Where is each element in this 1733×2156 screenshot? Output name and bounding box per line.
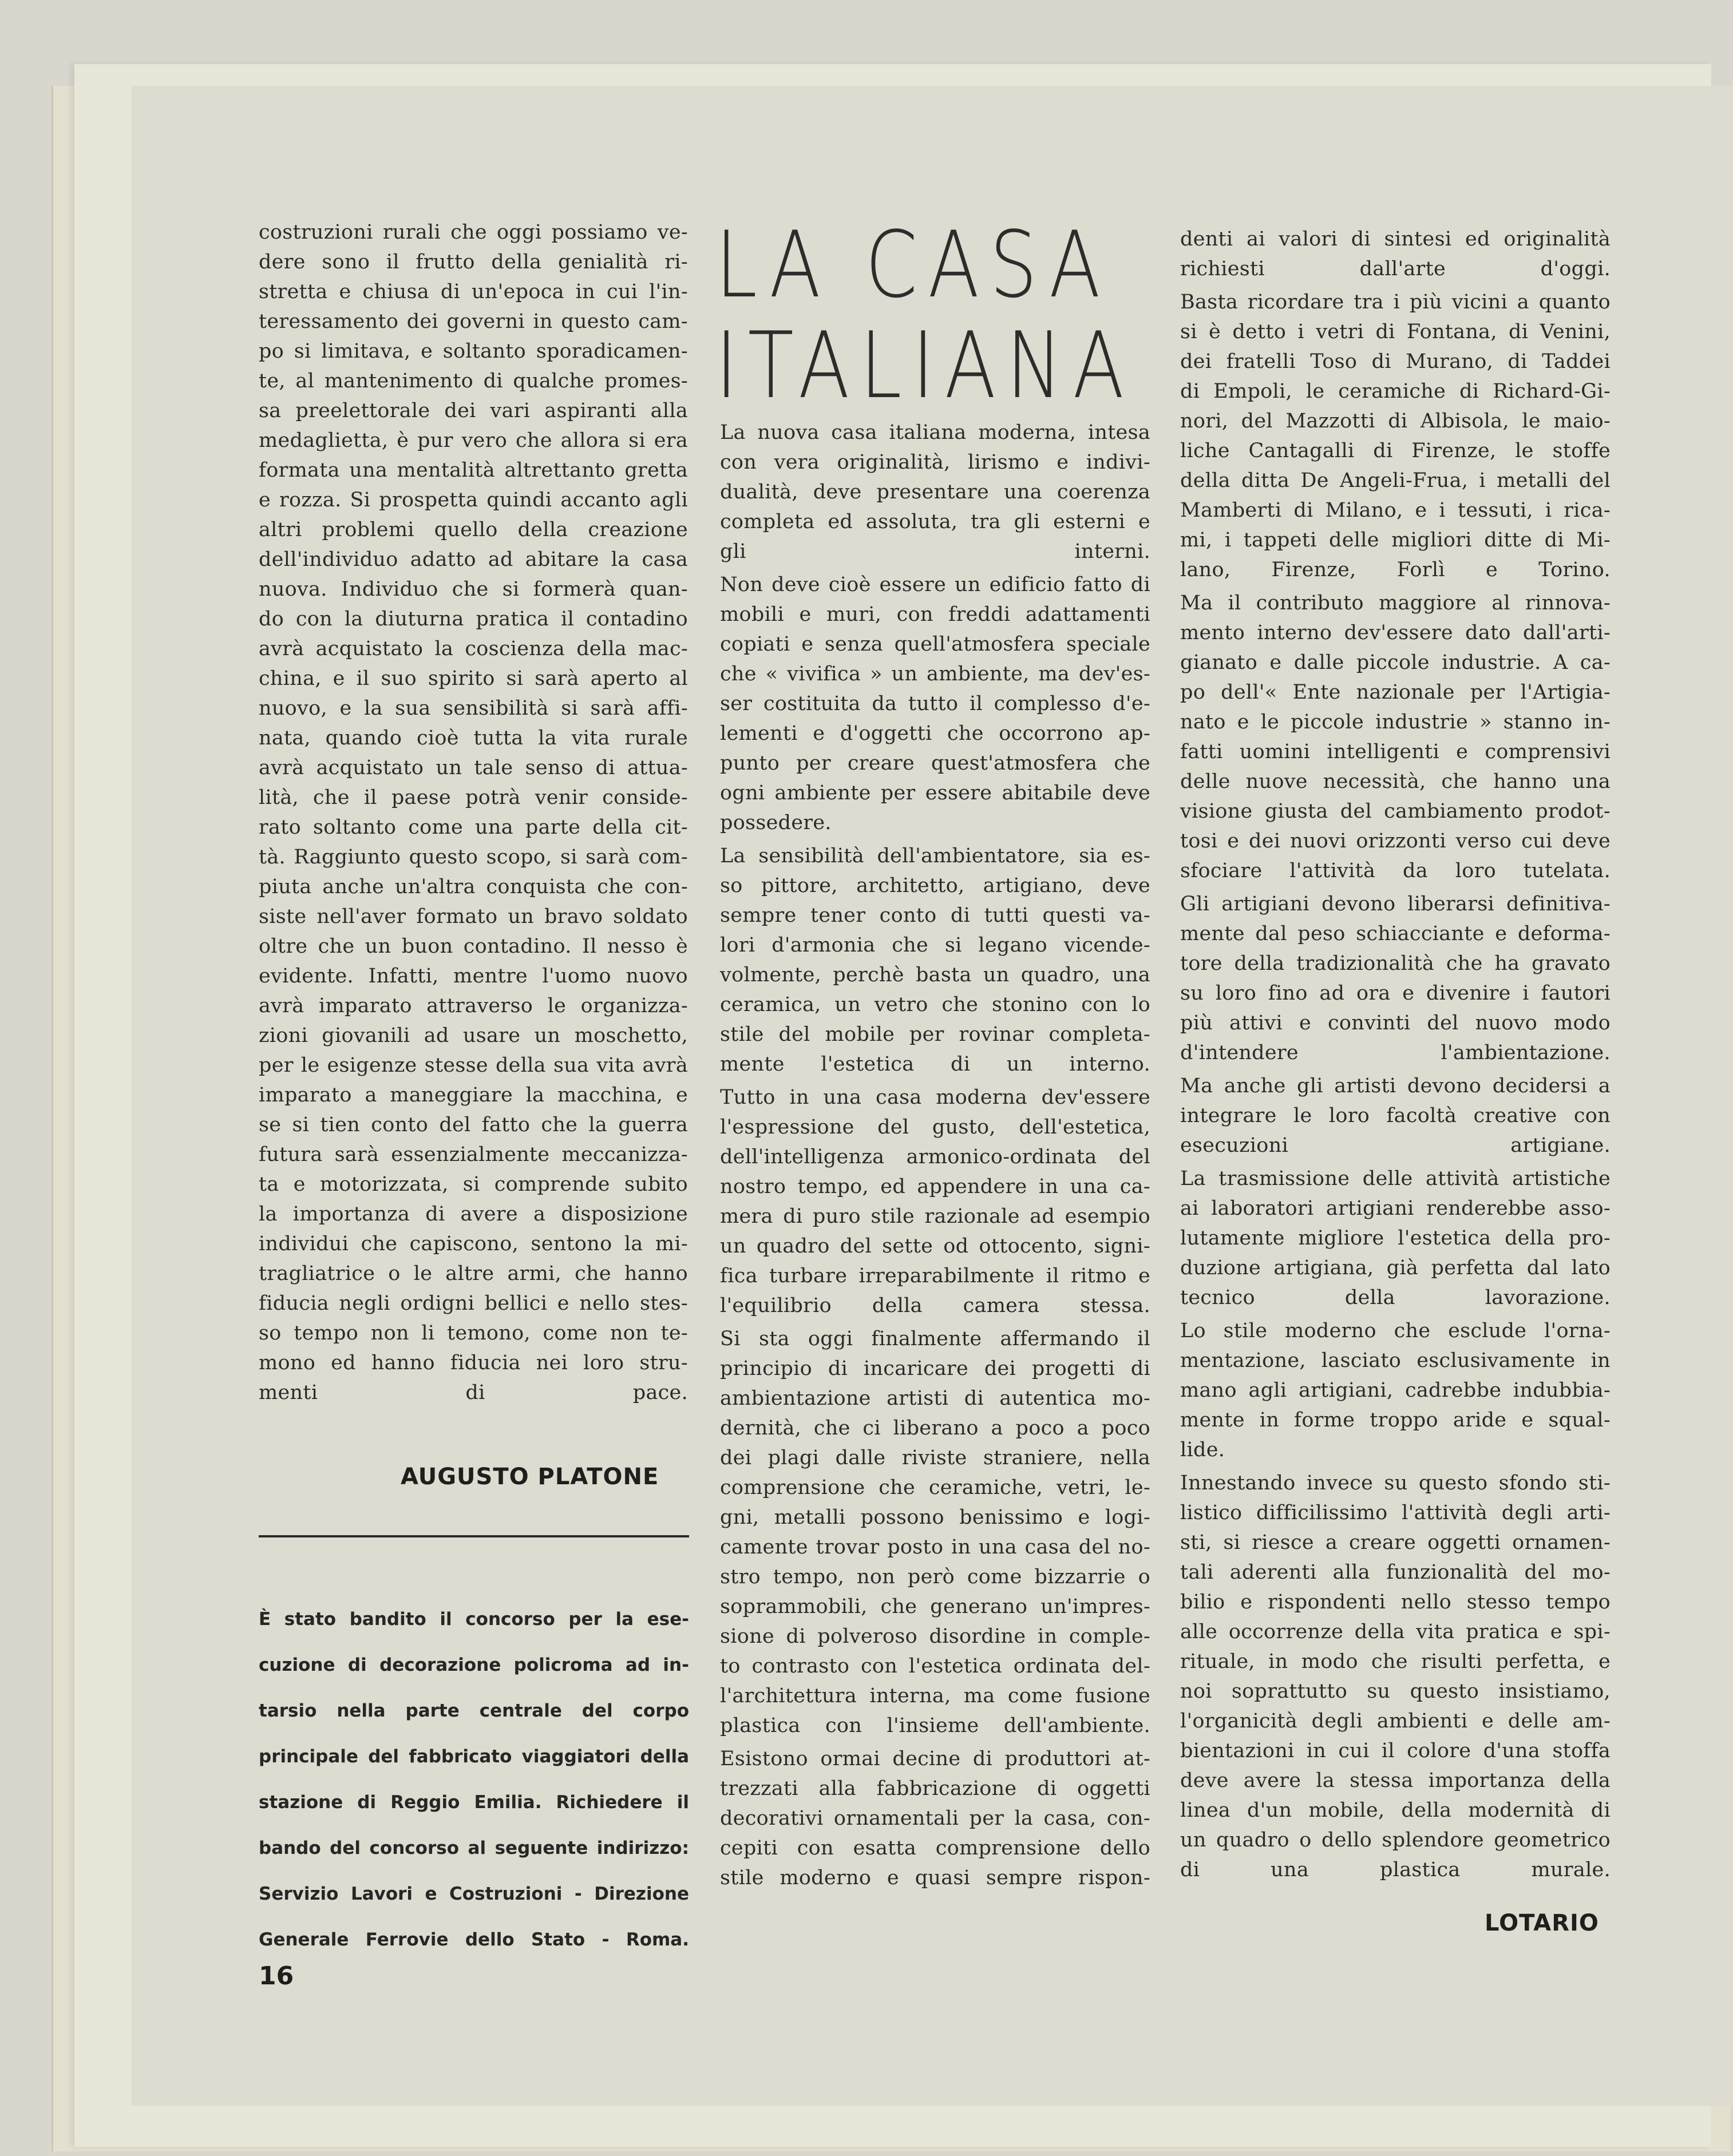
competition-notice	[259, 1596, 689, 1963]
text-line: la importanza di avere a disposizione	[259, 1203, 688, 1226]
text-line: Ma anche gli artisti devono decidersi a	[1180, 1075, 1611, 1097]
paragraph	[1180, 889, 1611, 1068]
text-line: si è detto i vetri di Fontana, di Venini,	[1180, 320, 1611, 343]
text-line: alle occorrenze della vita pratica e spi-	[1180, 1620, 1611, 1643]
text-line: ser costituita da tutto il complesso d'e-	[720, 692, 1150, 715]
text-line: che « vivifica » un ambiente, ma dev'es-	[720, 663, 1150, 685]
text-line: linea d'un mobile, della modernità di	[1180, 1799, 1611, 1822]
text-line: ceramica, un vetro che stonino con lo	[720, 993, 1150, 1016]
text-line: un quadro del sette od ottocento, signi-	[720, 1235, 1150, 1258]
text-line: avrà acquistato la coscienza della mac-	[259, 637, 688, 660]
text-line: to contrasto con l'estetica ordinata del-	[720, 1655, 1150, 1678]
text-line: l'organicità degli ambienti e delle am-	[1180, 1710, 1611, 1733]
paragraph	[720, 1083, 1150, 1321]
text-line: se si tien conto del fatto che la guerra	[259, 1113, 688, 1136]
text-line: nuova. Individuo che si formerà quan-	[259, 578, 688, 601]
text-line: integrare le loro facoltà creative con	[1180, 1104, 1611, 1127]
text-line: duzione artigiana, già perfetta dal lato	[1180, 1257, 1611, 1279]
paragraph	[1180, 1164, 1611, 1313]
title-line-1: LA CASA	[715, 211, 1111, 318]
paragraph	[259, 217, 688, 1408]
text-line: liche Cantagalli di Firenze, le stoffe	[1180, 439, 1611, 462]
text-line: dei plagi dalle riviste straniere, nella	[720, 1446, 1150, 1469]
text-line: Basta ricordare tra i più vicini a quanto	[1180, 291, 1611, 314]
text-line: mentazione, lasciato esclusivamente in	[1180, 1349, 1611, 1372]
notice-line: bando del concorso al seguente indirizzo:	[259, 1838, 689, 1858]
notice-line: stazione di Reggio Emilia. Richiedere il	[259, 1792, 689, 1813]
text-line: possedere.	[720, 811, 832, 834]
paragraph	[1180, 1071, 1611, 1160]
text-line: Gli artigiani devono liberarsi definitiva-	[1180, 893, 1611, 915]
text-line: noi soprattutto su questo insistiamo,	[1180, 1680, 1611, 1703]
text-line: tà. Raggiunto questo scopo, si sarà com-	[259, 846, 688, 869]
text-line: camente trovar posto in una casa del no-	[720, 1536, 1150, 1559]
text-line: per le esigenze stesse della sua vita avrà	[259, 1054, 688, 1077]
text-line: lori d'armonia che si legano vicende-	[720, 934, 1150, 957]
text-line: d'intendere l'ambientazione.	[1180, 1041, 1611, 1064]
text-line: costruzioni rurali che oggi possiamo ve-	[259, 221, 688, 244]
text-line: formata una mentalità altrettanto gretta	[259, 459, 688, 482]
text-line: volmente, perchè basta un quadro, una	[720, 964, 1150, 986]
text-line: soprammobili, che generano un'impres-	[720, 1595, 1150, 1618]
text-line: completa ed assoluta, tra gli esterni e	[720, 510, 1150, 533]
text-line: nato e le piccole industrie » stanno in-	[1180, 711, 1611, 734]
text-line: bientazioni in cui il colore d'una stoffa	[1180, 1739, 1611, 1762]
text-line: te, al mantenimento di qualche promes-	[259, 370, 688, 393]
text-line: bilio e rispondenti nello stesso tempo	[1180, 1591, 1611, 1614]
paragraph	[720, 1744, 1150, 1893]
article-column-2	[720, 418, 1150, 1893]
text-line: visione giusta del cambiamento prodot-	[1180, 800, 1611, 823]
article-column-3	[1180, 224, 1611, 1885]
text-line: so pittore, architetto, artigiano, deve	[720, 874, 1150, 897]
text-line: tragliatrice o le altre armi, che hanno	[259, 1262, 688, 1285]
text-line: mono ed hanno fiducia nei loro stru-	[259, 1352, 688, 1374]
text-line: futura sarà essenzialmente meccanizza-	[259, 1143, 688, 1166]
text-line: l'equilibrio della camera stessa.	[720, 1294, 1150, 1317]
text-line: denti ai valori di sintesi ed originalità	[1180, 228, 1611, 251]
text-line: copiati e senza quell'atmosfera speciale	[720, 633, 1150, 656]
text-line: su loro fino ad ora e divenire i fautori	[1180, 982, 1611, 1005]
text-line: sione di polveroso disordine in comple-	[720, 1625, 1150, 1648]
article-column-1	[259, 217, 688, 1408]
text-line: Lo stile moderno che esclude l'orna-	[1180, 1319, 1611, 1342]
text-line: individui che capiscono, sentono la mi-	[259, 1232, 688, 1255]
text-line: medaglietta, è pur vero che allora si era	[259, 429, 688, 452]
paragraph	[720, 1324, 1150, 1741]
text-line: dualità, deve presentare una coerenza	[720, 481, 1150, 504]
text-line: l'espressione del gusto, dell'estetica,	[720, 1116, 1150, 1139]
text-line: imparato a maneggiare la macchina, e	[259, 1084, 688, 1107]
text-line: mente l'estetica di un interno.	[720, 1053, 1150, 1076]
text-line: mobili e muri, con freddi adattamenti	[720, 603, 1150, 626]
paragraph	[720, 841, 1150, 1079]
paragraph	[1180, 224, 1611, 284]
text-line: La trasmissione delle attività artistiche	[1180, 1167, 1611, 1190]
notice-line: È stato bandito il concorso per la ese-	[259, 1609, 689, 1630]
text-line: china, e il suo spirito si sarà aperto al	[259, 667, 688, 690]
text-line: Si sta oggi finalmente affermando il	[720, 1327, 1150, 1350]
paragraph	[720, 570, 1150, 838]
paragraph	[1180, 588, 1611, 886]
text-line: altri problemi quello della creazione	[259, 518, 688, 541]
article-title	[715, 211, 1135, 419]
text-line: mera di puro stile razionale ad esempio	[720, 1205, 1150, 1228]
section-divider	[259, 1535, 689, 1537]
text-line: ambientazione artisti di autentica mo-	[720, 1387, 1150, 1410]
text-line: ai laboratori artigiani renderebbe asso-	[1180, 1197, 1611, 1220]
text-line: stile del mobile per rovinar completa-	[720, 1023, 1150, 1046]
author-signature-platone: AUGUSTO PLATONE	[401, 1464, 659, 1490]
text-line: evidente. Infatti, mentre l'uomo nuovo	[259, 965, 688, 988]
text-line: rato soltanto come una parte della cit-	[259, 816, 688, 839]
paragraph	[720, 418, 1150, 566]
text-line: delle nuove necessità, che hanno una	[1180, 770, 1611, 793]
notice-line: Servizio Lavori e Costruzioni - Direzione	[259, 1884, 689, 1904]
text-line: gni, metalli possono benissimo e logi-	[720, 1506, 1150, 1529]
text-line: dell'intelligenza armonico-ordinata del	[720, 1146, 1150, 1168]
text-line: zioni giovanili ad usare un moschetto,	[259, 1024, 688, 1047]
text-line: rituale, in modo che risulti perfetta, e	[1180, 1650, 1611, 1673]
text-line: un quadro o dello splendore geometrico	[1180, 1829, 1611, 1852]
text-line: con vera originalità, lirismo e indivi-	[720, 451, 1150, 474]
text-line: tore della tradizionalità che ha gravato	[1180, 952, 1611, 975]
text-line: nori, del Mazzotti di Albisola, le maio-	[1180, 410, 1611, 433]
text-line: menti di pace.	[259, 1381, 688, 1404]
text-line: mi, i tappeti delle migliori ditte di Mi-	[1180, 529, 1611, 552]
text-line: deve avere la stessa importanza della	[1180, 1769, 1611, 1792]
text-line: Esistono ormai decine di produttori at-	[720, 1747, 1150, 1770]
text-line: dernità, che ci liberano a poco a poco	[720, 1417, 1150, 1440]
text-line: l'architettura interna, ma come fusione	[720, 1685, 1150, 1707]
page-number: 16	[259, 1961, 294, 1991]
text-line: di Empoli, le ceramiche di Richard-Gi-	[1180, 380, 1611, 403]
text-line: dei fratelli Toso di Murano, di Taddei	[1180, 350, 1611, 373]
text-line: lutamente migliore l'estetica della pro-	[1180, 1227, 1611, 1250]
text-line: listico difficilissimo l'attività degli arti-	[1180, 1501, 1611, 1524]
text-line: sempre tener conto di tutti questi va-	[720, 904, 1150, 927]
text-line: lide.	[1180, 1438, 1225, 1461]
text-line: di una plastica murale.	[1180, 1858, 1611, 1881]
text-line: teressamento dei governi in questo cam-	[259, 310, 688, 333]
text-line: Non deve cioè essere un edificio fatto di	[720, 573, 1150, 596]
text-line: nata, quando cioè tutta la vita rurale	[259, 727, 688, 750]
text-line: Ma il contributo maggiore al rinnova-	[1180, 592, 1611, 615]
notice-line: tarsio nella parte centrale del corpo	[259, 1701, 689, 1721]
text-line: siste nell'aver formato un bravo soldato	[259, 905, 688, 928]
text-line: trezzati alla fabbricazione di oggetti	[720, 1777, 1150, 1800]
text-line: oltre che un buon contadino. Il nesso è	[259, 935, 688, 958]
text-line: e rozza. Si prospetta quindi accanto agli	[259, 489, 688, 512]
text-line: avrà imparato attraverso le organizza-	[259, 994, 688, 1017]
text-line: La sensibilità dell'ambientatore, sia es-	[720, 845, 1150, 867]
text-line: nuovo, e la sua sensibilità si sarà affi-	[259, 697, 688, 720]
text-line: ogni ambiente per essere abitabile deve	[720, 782, 1150, 804]
text-line: piuta anche un'altra conquista che con-	[259, 875, 688, 898]
paragraph	[1180, 287, 1611, 585]
text-line: sa preelettorale dei vari aspiranti alla	[259, 399, 688, 422]
text-line: so tempo non li temono, come non te-	[259, 1322, 688, 1345]
text-line: sti, si riesce a creare oggetti ornamen-	[1180, 1531, 1611, 1554]
text-line: esecuzioni artigiane.	[1180, 1134, 1611, 1157]
text-line: fatti uomini intelligenti e comprensivi	[1180, 740, 1611, 763]
text-line: stile moderno e quasi sempre rispon-	[720, 1866, 1150, 1889]
text-line: più attivi e convinti del nuovo modo	[1180, 1012, 1611, 1035]
author-signature-lotario: LOTARIO	[1485, 1910, 1599, 1936]
text-line: richiesti dall'arte d'oggi.	[1180, 257, 1611, 280]
paragraph	[1180, 1468, 1611, 1885]
notice-line: Generale Ferrovie dello Stato - Roma.	[259, 1929, 689, 1950]
text-line: dere sono il frutto della genialità ri-	[259, 251, 688, 274]
text-line: po si limitava, e soltanto sporadicamen-	[259, 340, 688, 363]
text-line: cepiti con esatta comprensione dello	[720, 1837, 1150, 1860]
text-line: tali aderenti alla funzionalità del mo-	[1180, 1561, 1611, 1584]
paragraph	[1180, 1316, 1611, 1465]
text-line: comprensione che ceramiche, vetri, le-	[720, 1476, 1150, 1499]
notice-line: cuzione di decorazione policroma ad in-	[259, 1655, 689, 1675]
text-line: mento interno dev'essere dato dall'arti-	[1180, 621, 1611, 644]
text-line: mano agli artigiani, cadrebbe indubbia-	[1180, 1379, 1611, 1402]
text-line: lementi e d'oggetti che occorrono ap-	[720, 722, 1150, 745]
text-line: do con la diuturna pratica il contadino	[259, 608, 688, 631]
text-line: dell'individuo adatto ad abitare la casa	[259, 548, 688, 571]
text-line: tosi e dei nuovi orizzonti verso cui deve	[1180, 830, 1611, 853]
text-line: mente in forme troppo aride e squal-	[1180, 1409, 1611, 1432]
text-line: gli interni.	[720, 540, 1150, 563]
text-line: plastica con l'insieme dell'ambiente.	[720, 1714, 1150, 1737]
text-line: principio di incaricare dei progetti di	[720, 1357, 1150, 1380]
text-line: tecnico della lavorazione.	[1180, 1286, 1611, 1309]
text-line: po dell'« Ente nazionale per l'Artigia-	[1180, 681, 1611, 704]
text-line: della ditta De Angeli-Frua, i metalli del	[1180, 469, 1611, 492]
text-line: stretta e chiusa di un'epoca in cui l'in-	[259, 280, 688, 303]
text-line: sfociare l'attività da loro tutelata.	[1180, 859, 1611, 882]
text-line: fica turbare irreparabilmente il ritmo e	[720, 1265, 1150, 1287]
text-line: stro tempo, non però come bizzarrie o	[720, 1566, 1150, 1588]
title-line-2: ITALIANA	[715, 312, 1135, 419]
text-line: lità, che il paese potrà venir conside-	[259, 786, 688, 809]
text-line: gianato e dalle piccole industrie. A ca-	[1180, 651, 1611, 674]
text-line: Tutto in una casa moderna dev'essere	[720, 1086, 1150, 1109]
text-line: ta e motorizzata, si comprende subito	[259, 1173, 688, 1196]
text-line: La nuova casa italiana moderna, intesa	[720, 421, 1150, 444]
text-line: mente dal peso schiacciante e deforma-	[1180, 922, 1611, 945]
text-line: avrà acquistato un tale senso di attua-	[259, 756, 688, 779]
text-line: Mamberti di Milano, e i tessuti, i rica-	[1180, 499, 1611, 522]
text-line: fiducia negli ordigni bellici e nello stes-	[259, 1292, 688, 1315]
text-line: lano, Firenze, Forlì e Torino.	[1180, 558, 1611, 581]
text-line: nostro tempo, ed appendere in una ca-	[720, 1175, 1150, 1198]
text-line: decorativi ornamentali per la casa, con-	[720, 1807, 1150, 1830]
text-line: punto per creare quest'atmosfera che	[720, 752, 1150, 775]
text-line: Innestando invece su questo sfondo sti-	[1180, 1472, 1611, 1495]
notice-line: principale del fabbricato viaggiatori della	[259, 1746, 689, 1767]
